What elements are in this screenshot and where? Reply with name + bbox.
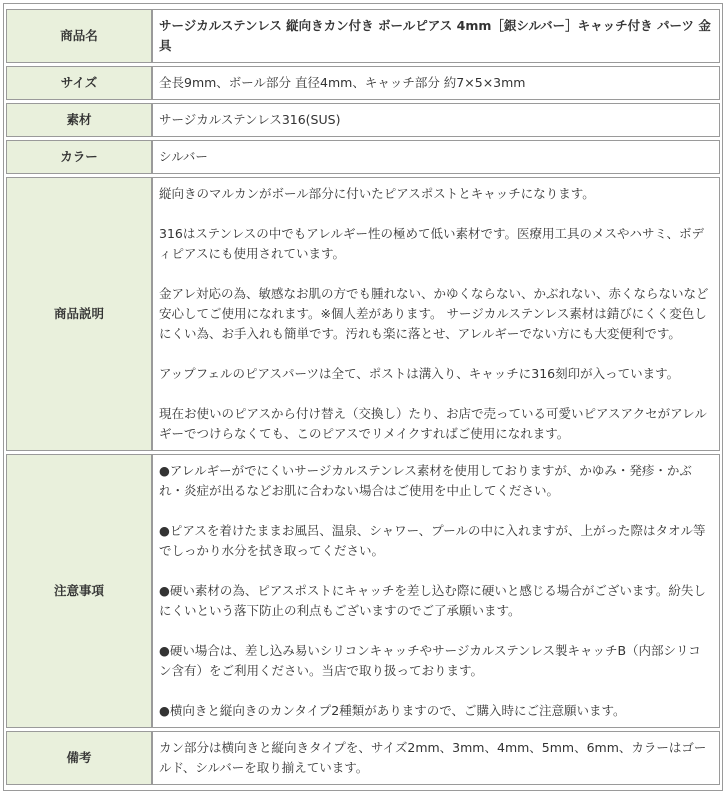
caution-item: ●硬い素材の為、ピアスポストにキャッチを差し込む際に硬いと感じる場合がございます。紛失しにくいという落下防止の利点もございますのでご了承願います。 [159,583,706,618]
row-cautions [6,454,720,728]
description-paragraph: 縦向きのマルカンがボール部分に付いたピアスポストとキャッチになります。 [159,186,595,201]
label-color: カラー [6,140,152,174]
caution-item: ●横向きと縦向きのカンタイプ2種類がありますので、ご購入時にご注意願います。 [159,703,626,718]
row-color [6,140,720,174]
value-material: サージカルステンレス316(SUS) [152,103,720,137]
row-size [6,66,720,100]
value-description [152,177,720,451]
row-product-name [6,9,720,63]
value-remarks: カン部分は横向きと縦向きタイプを、サイズ2mm、3mm、4mm、5mm、6mm、カラーはゴールド、シルバーを取り揃えています。 [152,731,720,785]
caution-item: ●ピアスを着けたままお風呂、温泉、シャワー、プールの中に入れますが、上がった際はタオル等でしっかり水分を拭き取ってください。 [159,523,706,558]
value-product-name: サージカルステンレス 縦向きカン付き ボールピアス 4mm［銀シルバー］キャッチ付き パーツ 金具 [152,9,720,63]
label-size: サイズ [6,66,152,100]
value-color: シルバー [152,140,720,174]
description-paragraph: 金アレ対応の為、敏感なお肌の方でも腫れない、かゆくならない、かぶれない、赤くならないなど安心してご使用になれます。※個人差があります。 サージカルステンレス素材は錆びにくく変色しにくい為、お手入れも簡単です。汚れも楽に落とせ、アレルギーでない方にも大変便利です。 [159,286,709,341]
row-material [6,103,720,137]
caution-item: ●硬い場合は、差し込み易いシリコンキャッチやサージカルステンレス製キャッチB（内部シリコン含有）をご利用ください。当店で取り扱っております。 [159,643,701,678]
label-remarks: 備考 [6,731,152,785]
product-spec-table [6,6,720,788]
description-paragraph: 316はステンレスの中でもアレルギー性の極めて低い素材です。医療用工具のメスやハサミ、ボディピアスにも使用されています。 [159,226,704,261]
label-description: 商品説明 [6,177,152,451]
row-remarks [6,731,720,785]
spec-table-frame [3,3,723,791]
description-paragraph: アップフェルのピアスパーツは全て、ポストは溝入り、キャッチに316刻印が入っています。 [159,366,680,381]
row-description [6,177,720,451]
label-product-name: 商品名 [6,9,152,63]
value-cautions [152,454,720,728]
label-material: 素材 [6,103,152,137]
description-paragraph: 現在お使いのピアスから付け替え（交換し）たり、お店で売っている可愛いピアスアクセがアレルギーでつけらなくても、このピアスでリメイクすればご使用になれます。 [159,406,707,441]
caution-item: ●アレルギーがでにくいサージカルステンレス素材を使用しておりますが、かゆみ・発疹・かぶれ・炎症が出るなどお肌に合わない場合はご使用を中止してください。 [159,463,692,498]
value-size: 全長9mm、ボール部分 直径4mm、キャッチ部分 約7×5×3mm [152,66,720,100]
label-cautions: 注意事項 [6,454,152,728]
